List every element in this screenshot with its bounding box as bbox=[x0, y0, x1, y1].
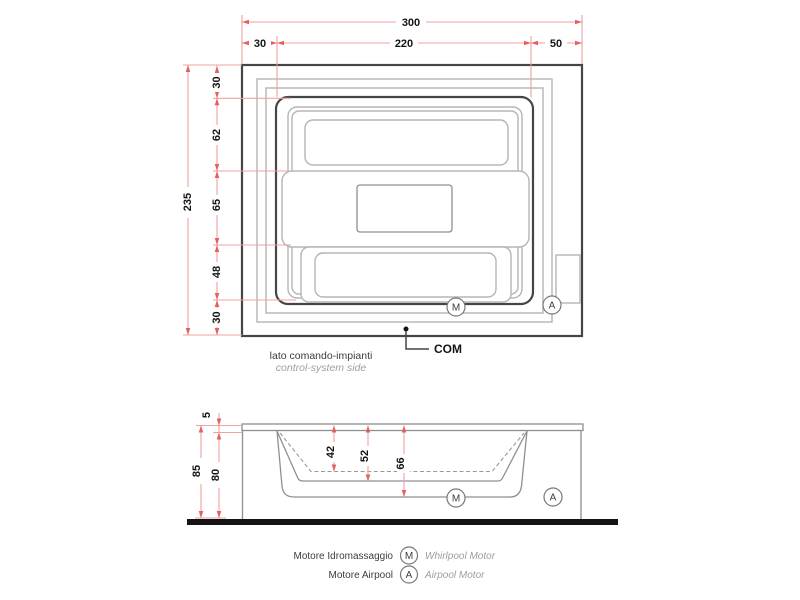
dim-arrow bbox=[215, 98, 220, 105]
airpool-motor-legend-letter: A bbox=[405, 570, 413, 581]
rim-profile bbox=[242, 424, 583, 431]
dim-arrow bbox=[270, 41, 277, 46]
dim-arrow bbox=[215, 164, 220, 171]
dim-30-left-label: 30 bbox=[253, 38, 267, 50]
whirlpool-motor-letter-side: M bbox=[451, 493, 461, 505]
dim-arrow bbox=[215, 171, 220, 178]
dim-arrow bbox=[242, 41, 249, 46]
dim-arrow bbox=[575, 20, 582, 25]
dim-arrow bbox=[575, 41, 582, 46]
control-side-label-it: lato comando-impianti bbox=[269, 350, 373, 362]
dim-arrow bbox=[215, 91, 220, 98]
dim-seg-30top-label: 30 bbox=[211, 76, 223, 89]
dim-arrow bbox=[277, 41, 284, 46]
side-view bbox=[187, 424, 618, 525]
airpool-motor-letter-side: A bbox=[549, 492, 557, 504]
dim-5-label: 5 bbox=[201, 411, 213, 419]
headrest-bottom-outer bbox=[301, 247, 511, 302]
dim-arrow bbox=[186, 65, 191, 72]
dim-80-label: 80 bbox=[210, 468, 222, 482]
dim-arrow bbox=[215, 238, 220, 245]
dim-arrow bbox=[531, 41, 538, 46]
dim-66-label: 66 bbox=[395, 457, 407, 470]
dim-50-label: 50 bbox=[549, 38, 563, 50]
dim-arrow bbox=[199, 426, 204, 433]
dim-52-label: 52 bbox=[359, 449, 371, 463]
whirlpool-motor-letter: M bbox=[451, 302, 461, 314]
dim-85-label: 85 bbox=[191, 464, 203, 478]
dim-arrow bbox=[215, 328, 220, 335]
dim-220-label: 220 bbox=[394, 38, 414, 50]
plan-view bbox=[242, 65, 582, 374]
airpool-motor-letter: A bbox=[548, 300, 556, 312]
legend-row-it: Motore Idromassaggio bbox=[293, 551, 393, 562]
dim-arrow bbox=[199, 511, 204, 518]
legend-row-en: Whirlpool Motor bbox=[425, 551, 496, 562]
dim-arrow bbox=[215, 66, 220, 73]
dim-arrow bbox=[217, 511, 222, 518]
dim-seg-48-label: 48 bbox=[211, 265, 223, 279]
dim-300-label: 300 bbox=[401, 17, 421, 29]
legend-row-en: Airpool Motor bbox=[425, 570, 485, 581]
com-label: COM bbox=[434, 342, 462, 356]
dim-arrow bbox=[242, 20, 249, 25]
whirlpool-motor-legend-letter: M bbox=[404, 551, 414, 562]
dim-arrow bbox=[186, 328, 191, 335]
motor-compartment bbox=[556, 255, 580, 303]
dim-arrow bbox=[524, 41, 531, 46]
dim-arrow bbox=[215, 300, 220, 307]
dim-arrow bbox=[402, 490, 407, 497]
legend-row-it: Motore Airpool bbox=[328, 570, 393, 581]
center-control-rect bbox=[357, 185, 452, 232]
com-marker-dot bbox=[404, 327, 409, 332]
dim-arrow bbox=[217, 433, 222, 440]
dim-42-label: 42 bbox=[325, 445, 337, 459]
floor-line bbox=[187, 519, 618, 525]
dim-seg-30bottom-label: 30 bbox=[211, 311, 223, 324]
dim-arrow bbox=[215, 293, 220, 300]
control-side-label-en: control-system side bbox=[275, 362, 367, 374]
legend bbox=[294, 547, 496, 583]
dim-arrow bbox=[217, 419, 222, 426]
dim-seg-65-label: 65 bbox=[211, 198, 223, 212]
dim-arrow bbox=[332, 465, 337, 472]
dim-235-label: 235 bbox=[182, 192, 194, 212]
dim-arrow bbox=[215, 245, 220, 252]
dim-seg-62-label: 62 bbox=[211, 128, 223, 142]
